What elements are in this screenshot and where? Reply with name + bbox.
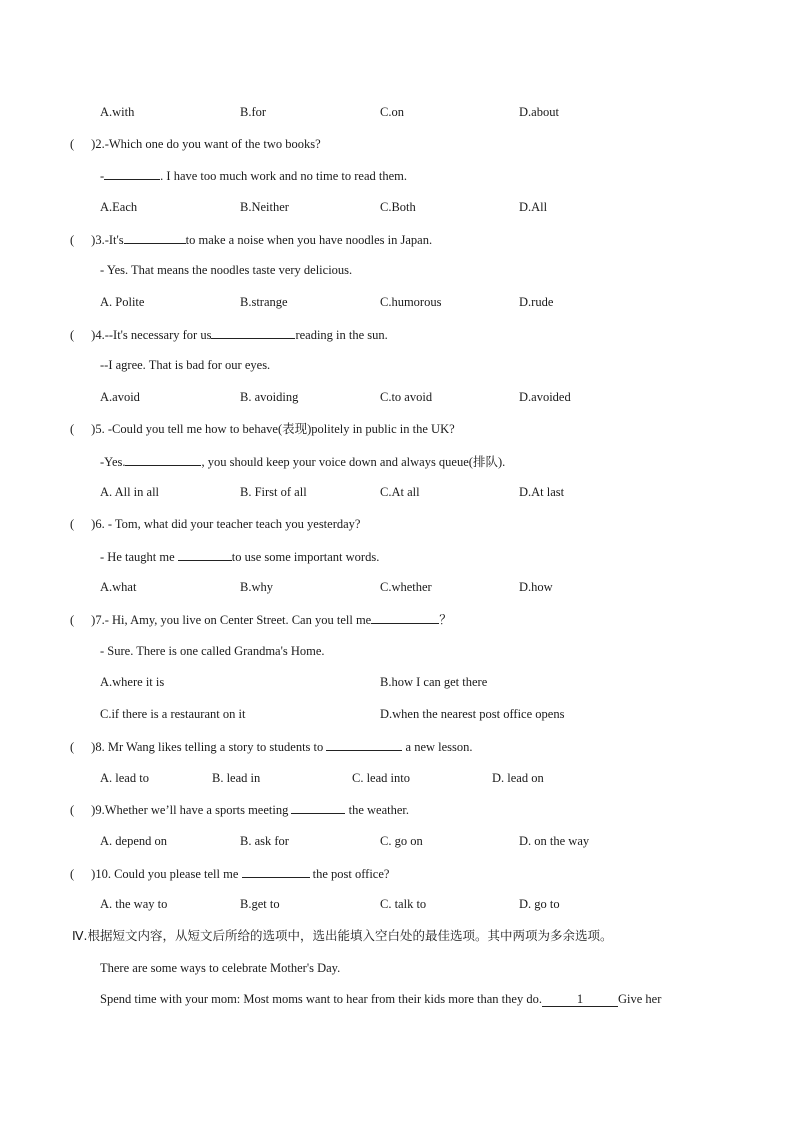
passage-paragraph: Spend time with your mom: Most moms want to hear from their kids more than they do. 1 Give her xyxy=(100,992,662,1006)
answer-line: -Yes. , you should keep your voice down and always queue(排队). xyxy=(100,455,506,469)
passage-intro: There are some ways to celebrate Mother's Day. xyxy=(100,961,341,975)
option-c: C. go on xyxy=(380,834,423,848)
answer-blank[interactable] xyxy=(104,167,160,180)
option-a: A. Polite xyxy=(100,295,145,309)
option-b: B.strange xyxy=(240,295,288,309)
answer-blank[interactable] xyxy=(125,453,201,466)
option-b: B.why xyxy=(240,580,273,594)
option-c: C.humorous xyxy=(380,295,442,309)
option-c: C.if there is a restaurant on it xyxy=(100,707,246,721)
question-stem: ( )4.--It's necessary for us reading in the sun. xyxy=(70,328,388,342)
answer-blank[interactable] xyxy=(291,801,345,814)
option-c: C.to avoid xyxy=(380,390,433,404)
passage-blank-1[interactable]: 1 xyxy=(542,992,618,1007)
answer-line: - He taught me to use some important words. xyxy=(100,550,380,564)
option-d: D.when the nearest post office opens xyxy=(380,707,565,721)
question-stem: ( )10. Could you please tell me the post office? xyxy=(70,867,390,881)
answer-blank[interactable] xyxy=(242,865,310,878)
option-c: C. talk to xyxy=(380,897,427,911)
option-b: B.Neither xyxy=(240,200,289,214)
option-a: A. lead to xyxy=(100,771,149,785)
option-d: D.about xyxy=(519,105,559,119)
option-b: B. lead in xyxy=(212,771,261,785)
answer-line: - Yes. That means the noodles taste very delicious. xyxy=(100,263,353,277)
option-b: B.how I can get there xyxy=(380,675,488,689)
option-b: B. ask for xyxy=(240,834,289,848)
option-a: A.what xyxy=(100,580,137,594)
option-a: A. depend on xyxy=(100,834,167,848)
option-a: A. All in all xyxy=(100,485,160,499)
option-d: D. on the way xyxy=(519,834,590,848)
answer-line: - . I have too much work and no time to read them. xyxy=(100,169,407,183)
option-c: C. lead into xyxy=(352,771,410,785)
question-stem: ( )3.-It's to make a noise when you have noodles in Japan. xyxy=(70,233,433,247)
answer-line: - Sure. There is one called Grandma's Home. xyxy=(100,644,325,658)
option-c: C.At all xyxy=(380,485,420,499)
option-b: B. First of all xyxy=(240,485,307,499)
option-d: D.All xyxy=(519,200,548,214)
option-d: D.avoided xyxy=(519,390,571,404)
answer-blank[interactable] xyxy=(124,231,186,244)
option-c: C.Both xyxy=(380,200,416,214)
option-b: B. avoiding xyxy=(240,390,299,404)
question-stem: ( )9.Whether we’ll have a sports meeting the weather. xyxy=(70,803,409,817)
answer-blank[interactable] xyxy=(211,326,295,339)
question-stem: ( )5. -Could you tell me how to behave(表现)politely in public in the UK? xyxy=(70,422,455,436)
question-stem: ( )8. Mr Wang likes telling a story to students to a new lesson. xyxy=(70,740,473,754)
option-d: D.rude xyxy=(519,295,554,309)
option-d: D.how xyxy=(519,580,553,594)
option-a: A. the way to xyxy=(100,897,168,911)
answer-blank[interactable] xyxy=(326,738,402,751)
option-a: A.with xyxy=(100,105,135,119)
question-stem: ( )7.- Hi, Amy, you live on Center Street. Can you tell me ？ xyxy=(70,613,452,627)
option-d: D.At last xyxy=(519,485,565,499)
option-d: D. go to xyxy=(519,897,560,911)
option-b: B.get to xyxy=(240,897,280,911)
answer-blank[interactable] xyxy=(371,611,439,624)
option-a: A.where it is xyxy=(100,675,165,689)
option-c: C.whether xyxy=(380,580,432,594)
option-c: C.on xyxy=(380,105,404,119)
option-d: D. lead on xyxy=(492,771,544,785)
answer-blank[interactable] xyxy=(178,548,232,561)
question-stem: ( )6. - Tom, what did your teacher teach you yesterday? xyxy=(70,517,361,531)
answer-line: --I agree. That is bad for our eyes. xyxy=(100,358,271,372)
option-a: A.Each xyxy=(100,200,138,214)
option-b: B.for xyxy=(240,105,267,119)
section-heading: Ⅳ.根据短文内容，从短文后所给的选项中，选出能填入空白处的最佳选项。其中两项为多余选项。 xyxy=(72,928,613,943)
option-a: A.avoid xyxy=(100,390,140,404)
question-stem: ( )2.-Which one do you want of the two books? xyxy=(70,137,321,151)
